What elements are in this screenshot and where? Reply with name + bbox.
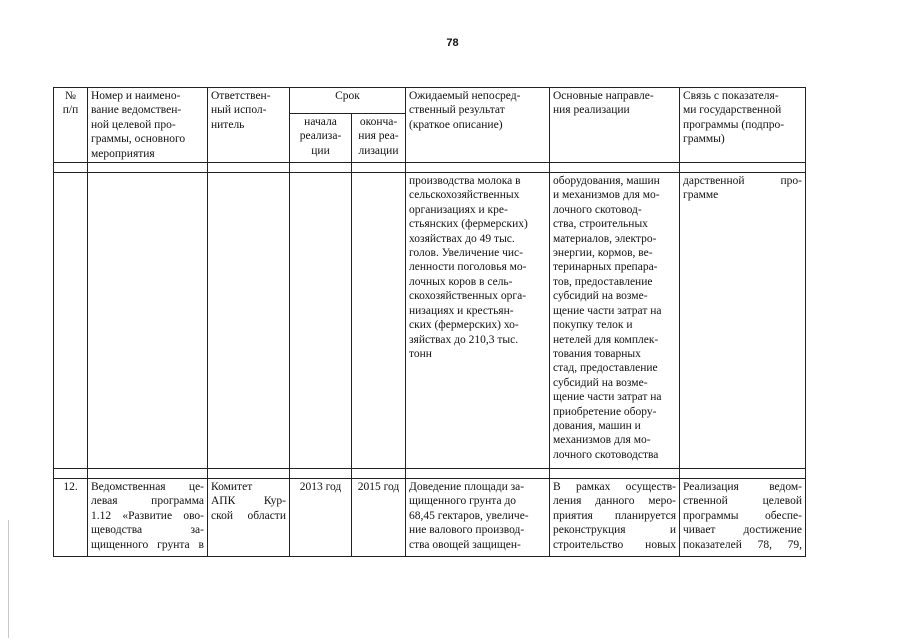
header-term: [290, 88, 406, 114]
header-result: [406, 88, 550, 163]
header-term-text: Срок: [335, 90, 360, 102]
header-term-end-text: оконча- ния реа- лизации: [358, 115, 399, 157]
margin-rule: [8, 520, 9, 638]
spacer-row: [54, 469, 806, 479]
header-term-start-text: начала реализа- ции: [299, 115, 342, 157]
header-num: [54, 88, 88, 163]
header-result-text: Ожидаемый непосред- ственный результат (краткое описание): [409, 90, 521, 131]
row2-link: Реализация ведом- ственной целевой программы обеспе- чивает достижение показателей 78, 79,: [680, 479, 806, 557]
header-name-text: Номер и наимено- вание ведомствен- ной целевой про- граммы, основного мероприятия: [91, 90, 186, 160]
header-link: [680, 88, 806, 163]
spacer-row: [54, 163, 806, 173]
header-term-end: [352, 113, 406, 162]
row2-executor: Комитет АПК Кур- ской области: [208, 479, 290, 557]
row2-end: 2015 год: [352, 479, 406, 557]
table-row: [54, 173, 806, 469]
header-num-text: № п/п: [62, 90, 79, 117]
header-directions: [550, 88, 680, 163]
row2-name: Ведомственная це- левая программа 1.12 «Развитие ово- щеводства за- щищенного грунта в: [88, 479, 208, 557]
row2-directions: В рамках осуществ- ления данного меро- приятия планируется реконструкция и строительство новых: [550, 479, 680, 557]
row1-directions: оборудования, машин и механизмов для мо- лочного скотовод- ства, строительных материалов, электро- энергии, кормов, ве- теринарных препара- тов, предоставление субсидий на возме- щение части затрат на покупку телок и нетелей для комплек- тования товарных стад, предоставление субсидий на возме- щение части затрат на приобретение обору- дования, машин и механизмов для мо- лочного скотоводства: [550, 173, 680, 469]
program-table: [53, 87, 806, 557]
header-executor-text: Ответствен- ный испол- нитель: [211, 90, 271, 131]
header-executor: [208, 88, 290, 163]
header-term-start: [290, 113, 352, 162]
row1-num: [54, 173, 88, 469]
row1-start: [290, 173, 352, 469]
row1-link: дарственной про- грамме: [680, 173, 806, 469]
page-number: 78: [446, 37, 459, 49]
row1-executor: [208, 173, 290, 469]
header-name: [88, 88, 208, 163]
table-row: [54, 479, 806, 557]
row1-name: [88, 173, 208, 469]
row1-end: [352, 173, 406, 469]
row2-result: Доведение площади за- щищенного грунта до 68,45 гектаров, увеличе- ние валового производ- ства овощей защищен-: [406, 479, 550, 557]
header-directions-text: Основные направле- ния реализации: [553, 90, 654, 117]
header-link-text: Связь с показателя- ми государственной программы (подпро- граммы): [683, 90, 785, 146]
row2-num: 12.: [54, 479, 88, 557]
row1-result: производства молока в сельскохозяйственных организациях и кре- стьянских (фермерских) хозяйствах до 49 тыс. голов. Увеличение чис- ленности поголовья мо- лочных коров в сель- скохозяйственных орга- низациях и крестьян- ских (фермерских) хо- зяйствах до 210,3 тыс. тонн: [406, 173, 550, 469]
row2-start: 2013 год: [290, 479, 352, 557]
